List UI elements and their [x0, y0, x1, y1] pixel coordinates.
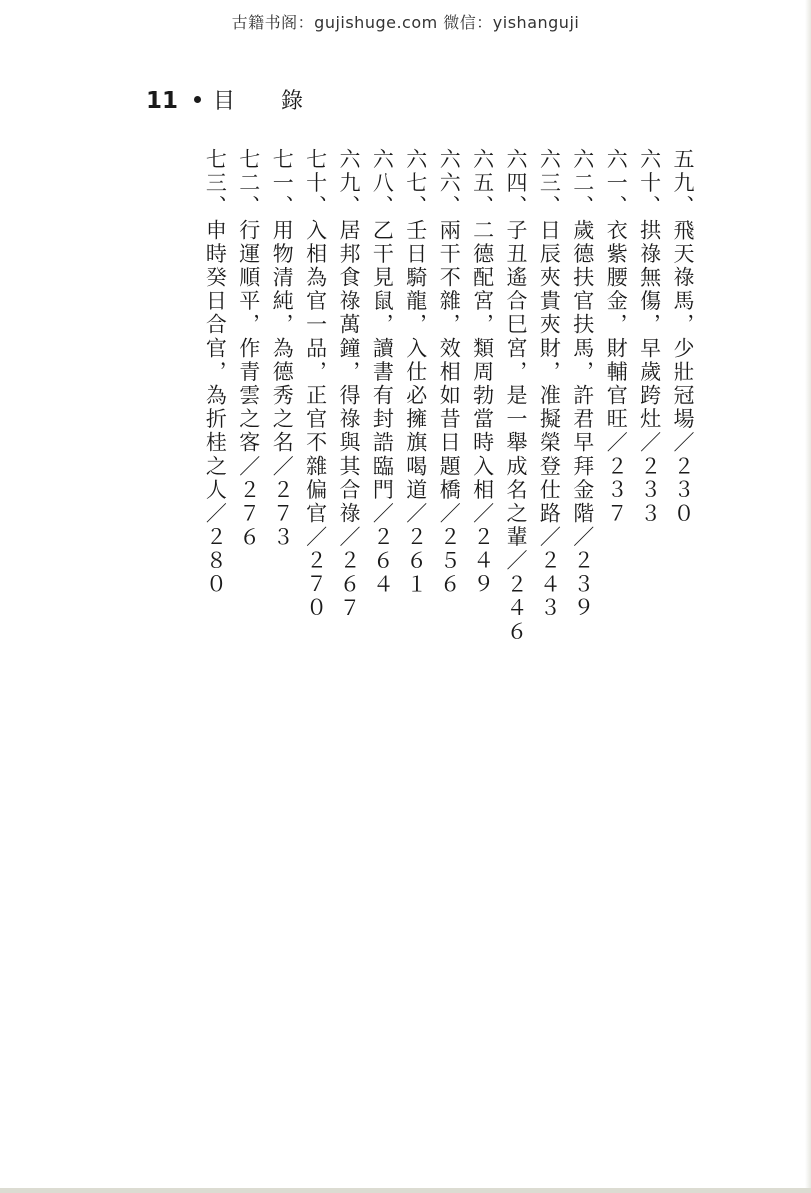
table-of-contents [150, 148, 695, 708]
page-title: 目錄 [213, 89, 350, 114]
toc-entry: 五九、飛天祿馬，少壯冠場／２３０ [671, 148, 695, 526]
toc-entry: 六十、拱祿無傷，早歲跨灶／２３３ [637, 148, 662, 526]
toc-entry: 六八、乙干見鼠，讀書有封誥臨門／２６４ [370, 148, 395, 597]
toc-entry: 六五、二德配宮，類周勃當時入相／２４９ [470, 148, 495, 597]
page-number: 11 [146, 88, 179, 114]
toc-entry: 六一、衣紫腰金，財輔官旺／２３７ [604, 148, 629, 526]
toc-entry: 七一、用物清純，為德秀之名／２７３ [270, 148, 295, 550]
toc-entry: 六四、子丑遙合巳宮，是一舉成名之輩／２４６ [504, 148, 528, 644]
toc-entry: 六九、居邦食祿萬鐘，得祿與其合祿／２６７ [337, 148, 361, 620]
watermark-text: 古籍书阁：gujishuge.com 微信：yishanguji [231, 13, 580, 32]
toc-entry: 六二、歲德扶官扶馬，許君早拜金階／２３９ [570, 148, 595, 620]
toc-entry: 七二、行運順平，作青雲之客／２７６ [236, 148, 261, 550]
toc-entry: 六六、兩干不雜，效相如昔日題橋／２５６ [437, 148, 462, 597]
toc-entry: 六三、日辰夾貴夾財，准擬榮登仕路／２４３ [537, 148, 562, 620]
page-bottom-edge [0, 1188, 811, 1193]
toc-entry: 六七、壬日騎龍，入仕必擁旗喝道／２６１ [403, 148, 428, 597]
bullet-dot-icon [194, 96, 201, 103]
page-edge-shadow [805, 0, 811, 1193]
toc-entry: 七十、入相為官一品，正官不雜偏官／２７０ [303, 148, 328, 620]
toc-entry: 七三、申時癸日合官，為折桂之人／２８０ [203, 148, 228, 597]
page-header [146, 84, 349, 115]
